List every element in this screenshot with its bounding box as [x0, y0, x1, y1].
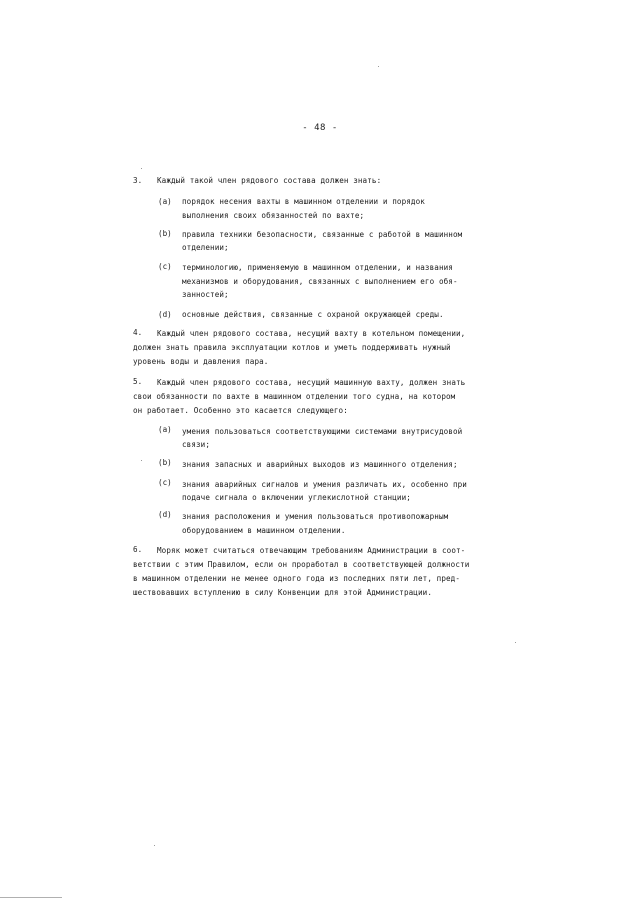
scan-edge-line	[0, 897, 62, 898]
subitem-label: (c)	[158, 478, 172, 487]
paragraph-line: Каждый такой член рядового состава должен знать:	[157, 176, 382, 185]
paragraph-line: Моряк может считаться отвечающим требованиям Администрации в соот-	[157, 546, 466, 555]
subitem-label: (b)	[158, 458, 172, 467]
subitem-label: (c)	[158, 262, 172, 271]
subitem-line: терминологию, применяемую в машинном отделении, и названия	[182, 263, 453, 272]
subitem-line: связи;	[182, 440, 211, 449]
scan-speck	[141, 460, 142, 461]
paragraph-line: шествовавших вступлению в силу Конвенции для этой Администрации.	[133, 588, 432, 597]
page-number: - 48 -	[302, 123, 338, 133]
subitem-line: правила техники безопасности, связанные с работой в машинном	[182, 230, 463, 239]
subitem-line: знания запасных и аварийных выходов из машинного отделения;	[182, 460, 458, 469]
item-number: 4.	[133, 328, 143, 337]
scan-speck	[154, 845, 155, 846]
paragraph-line: ветствии с этим Правилом, если он проработал в соответствующей должности	[133, 560, 470, 569]
subitem-line: выполнения своих обязанностей по вахте;	[182, 211, 365, 220]
subitem-label: (b)	[158, 229, 172, 238]
item-number: 3.	[133, 176, 143, 185]
subitem-line: механизмов и оборудования, связанных с выполнением его обя-	[182, 277, 458, 286]
subitem-label: (d)	[158, 510, 172, 519]
subitem-line: знания расположения и умения пользоваться противопожарным	[182, 512, 449, 521]
paragraph-line: он работает. Особенно это касается следующего:	[133, 406, 348, 415]
item-number: 5.	[133, 377, 143, 386]
paragraph-line: Каждый член рядового состава, несущий вахту в котельном помещении,	[157, 329, 466, 338]
paragraph-line: Каждый член рядового состава, несущий машинную вахту, должен знать	[157, 378, 466, 387]
item-number: 6.	[133, 545, 143, 554]
paragraph-line: уровень воды и давления пара.	[133, 357, 269, 366]
paragraph-line: в машинном отделении не менее одного года из последних пяти лет, пред-	[133, 574, 461, 583]
subitem-line: отделении;	[182, 243, 229, 252]
subitem-line: знания аварийных сигналов и умения различать их, особенно при	[182, 480, 467, 489]
scan-speck	[141, 168, 142, 169]
subitem-line: занностей;	[182, 290, 229, 299]
subitem-line: оборудованием в машинном отделении.	[182, 526, 346, 535]
scan-speck	[515, 642, 516, 643]
subitem-line: умения пользоваться соответствующими системами внутрисудовой	[182, 427, 463, 436]
subitem-line: подаче сигнала о включении углекислотной станции;	[182, 493, 411, 502]
subitem-line: порядок несения вахты в машинном отделении и порядок	[182, 197, 425, 206]
subitem-label: (a)	[158, 425, 172, 434]
paragraph-line: свои обязанности по вахте в машинном отделении того судна, на котором	[133, 392, 456, 401]
subitem-label: (a)	[158, 197, 172, 206]
paragraph-line: должен знать правила эксплуатации котлов и уметь поддерживать нужный	[133, 343, 451, 352]
subitem-line: основные действия, связанные с охраной окружающей среды.	[182, 310, 444, 319]
subitem-label: (d)	[158, 310, 172, 319]
scan-speck	[378, 66, 379, 67]
